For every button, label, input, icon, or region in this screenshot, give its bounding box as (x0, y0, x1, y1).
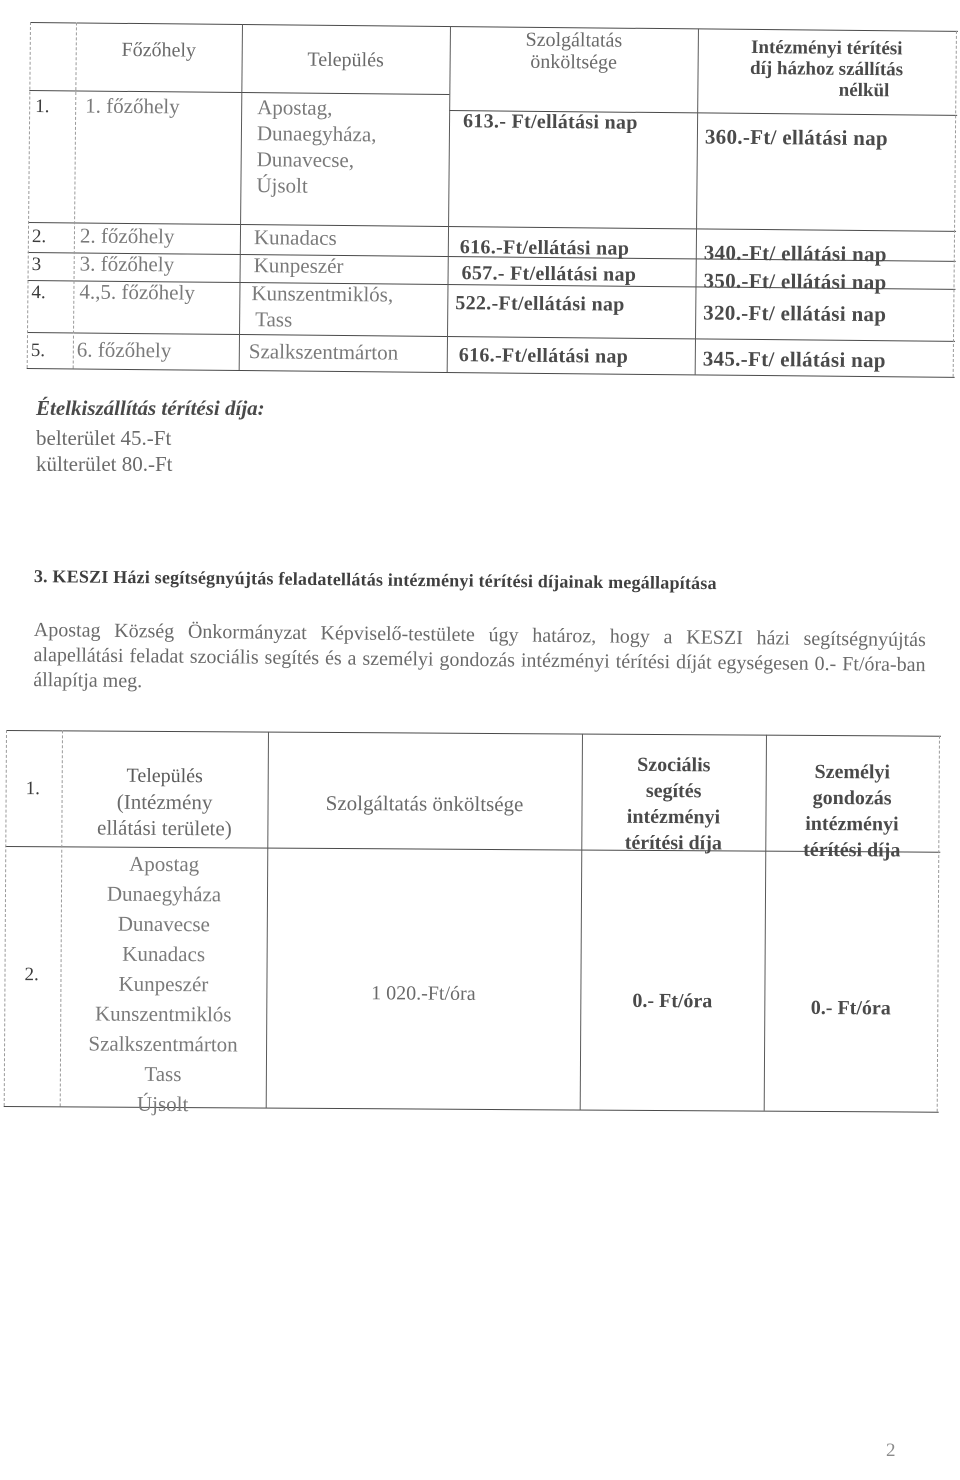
delivery-fee-line: belterület 45.-Ft (36, 426, 172, 450)
fee-value: 360.-Ft/ ellátási nap (704, 124, 889, 151)
section-paragraph: Apostag Község Önkormányzat Képviselő-testülete úgy határoz, hogy a KESZI házi segítségnyújtás alapellátási feladat szociális segítés és a személyi gondozás intézményi térítési díját egységesen 0.- Ft/óra-ban állapítja meg. (33, 618, 926, 693)
row-number: 3 (31, 254, 42, 276)
delivery-fee-label: Ételkiszállítás térítési díja: (36, 396, 265, 420)
town-name: Újsolt (256, 173, 308, 198)
cost-value: 616.-Ft/ellátási nap (458, 344, 629, 368)
header-social-line: Szociális (637, 753, 711, 777)
cost-value: 522.-Ft/ellátási nap (455, 292, 625, 316)
town-name: Kunszentmiklós (94, 1001, 232, 1027)
town-name: Tass (255, 307, 293, 332)
town-list (251, 280, 393, 333)
cost-value: 1 020.-Ft/óra (371, 982, 476, 1005)
home-care-fee-table (4, 730, 941, 1116)
town-name: Apostag (129, 851, 200, 877)
header-fee-line: díj házhoz szállítás (749, 57, 904, 81)
town-name: Apostag, (257, 95, 333, 120)
personal-fee-value: 0.- Ft/óra (810, 996, 891, 1020)
header-social-line: térítési díja (624, 831, 722, 855)
kitchen-name: 4.,5. főzőhely (79, 279, 196, 305)
header-social-line: segítés (645, 779, 702, 803)
fee-value: 320.-Ft/ ellátási nap (703, 300, 887, 327)
row-number: 1. (25, 778, 40, 800)
header-personal-fee (765, 759, 939, 864)
header-town-line: (Intézmény (116, 789, 213, 815)
cost-value: 613.- Ft/ellátási nap (462, 110, 638, 134)
table-col-divider (73, 22, 77, 368)
fee-value: 350.-Ft/ ellátási nap (703, 268, 887, 295)
cost-value: 657.- Ft/ellátási nap (461, 262, 637, 286)
row-number: 2. (31, 226, 47, 248)
town-list (256, 94, 377, 199)
cost-value: 616.-Ft/ellátási nap (459, 236, 630, 260)
meal-fee-table (27, 22, 958, 383)
row-number: 4. (31, 282, 46, 304)
town-name: Dunaegyháza (106, 881, 222, 907)
header-personal-line: intézményi (805, 812, 899, 836)
header-cost-line: önköltsége (530, 50, 618, 74)
header-cost: Szolgáltatás önköltsége (325, 790, 524, 817)
table-col-divider (447, 26, 451, 372)
fee-value: 340.-Ft/ ellátási nap (703, 240, 887, 267)
table-border-top (6, 730, 941, 737)
town-name: Dunavecse (117, 911, 210, 937)
header-fee-line: nélkül (838, 79, 890, 102)
row-number: 2. (24, 964, 39, 986)
delivery-fee-line: külterület 80.-Ft (36, 452, 173, 476)
kitchen-name: 6. főzőhely (76, 337, 172, 363)
town-name: Kunadacs (253, 225, 337, 250)
header-social-line: intézményi (626, 805, 721, 829)
town-name: Kunszentmiklós, (251, 281, 394, 307)
town-name: Kunadacs (122, 941, 206, 967)
header-personal-line: térítési díja (803, 838, 901, 862)
row-number: 5. (30, 340, 46, 362)
kitchen-name: 1. főzőhely (85, 93, 180, 119)
header-fee-line: Intézményi térítési (750, 36, 903, 60)
table-border-left (27, 22, 31, 368)
town-name: Újsolt (136, 1091, 189, 1117)
header-cost-line: Szolgáltatás (525, 28, 623, 52)
header-fee (697, 36, 956, 101)
header-town: Település (307, 48, 384, 72)
fee-value: 345.-Ft/ ellátási nap (702, 346, 886, 373)
header-personal-line: gondozás (812, 786, 892, 810)
kitchen-name: 3. főzőhely (79, 251, 175, 277)
town-name: Kunpeszér (118, 971, 209, 997)
town-name: Tass (144, 1061, 182, 1087)
table-col-divider (239, 24, 243, 370)
header-town-line: ellátási területe) (96, 815, 232, 841)
delivery-fee-note (36, 396, 436, 477)
header-town-line: Település (126, 764, 203, 788)
header-personal-line: Személyi (814, 760, 891, 784)
town-name: Szalkszentmárton (88, 1031, 238, 1057)
page-number: 2 (886, 1440, 896, 1461)
header-town (61, 762, 267, 841)
town-name: Dunaegyháza, (256, 121, 377, 147)
table-border-left (4, 730, 7, 1106)
header-social-fee (581, 752, 766, 857)
town-list (60, 848, 268, 1119)
kitchen-name: 2. főzőhely (79, 223, 175, 249)
town-name: Dunavecse, (256, 147, 355, 173)
town-name: Szalkszentmárton (248, 339, 399, 365)
section-heading: 3. KESZI Házi segítségnyújtás feladatellátás intézményi térítési díjainak megállapítása (33, 566, 717, 594)
header-kitchen: Főzőhely (121, 38, 197, 62)
row-number: 1. (35, 96, 50, 118)
town-name: Kunpeszér (253, 253, 344, 279)
header-cost (450, 28, 698, 74)
social-fee-value: 0.- Ft/óra (632, 989, 713, 1013)
